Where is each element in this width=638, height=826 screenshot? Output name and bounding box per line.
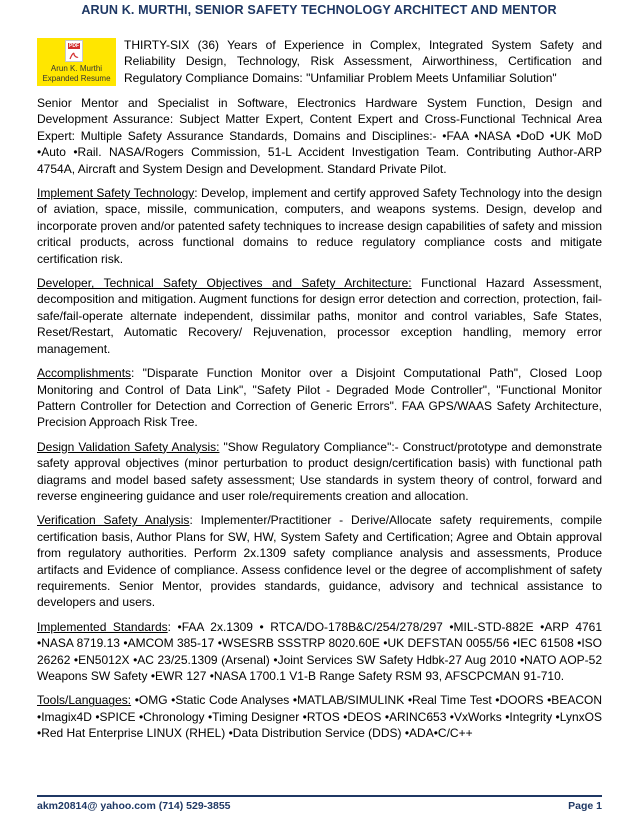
section-heading: Implemented Standards <box>37 619 168 634</box>
section-heading: Developer, Technical Safety Objectives and Safety Architecture: <box>37 276 412 291</box>
intro-paragraph: THIRTY-SIX (36) Years of Experience in Complex, Integrated System Safety and Reliability Design, Technology, Risk Assessment, Airworthiness, Certification and Regulatory Compliance Domains: "Unfamiliar Problem Meets Unfamiliar Solution" <box>124 38 602 85</box>
section-heading: Implement Safety Technology <box>37 186 195 201</box>
acrobat-swoosh-icon <box>69 51 79 60</box>
section-text: "Show Regulatory Compliance":- Construct/prototype and demonstrate safety approval objectives (minor perturbation to product design/certification basis) with functional path diagrams and model based safety assessment; Use standards in system theory of control, forward and reverse engineering guidance and user role/requirements creation and allocation. <box>37 439 603 503</box>
summary-paragraph: Senior Mentor and Specialist in Software, Electronics Hardware System Function, Design and Development Assurance: Subject Matter Expert, Content Expert and Cross-Functional Technical Area Expert: Multiple Safety Assurance Standards, Domains and Disciplines:- •FAA •NASA •DoD •UK MoD •Auto •Rail. NASA/Rogers Commission, 51-L Accident Investigation Team. Contributing Author-ARP 4754A, Aircraft and System Design and Development. Standard Private Pilot. <box>37 96 602 176</box>
section-text: "Disparate Function Monitor over a Disjoint Computational Path", Closed Loop Monitoring and Control of Data Link", "Safety Pilot - Degraded Mode Controller", "Functional Monitor Pattern Controller for Detection and Correction of Generic Errors". FAA GPS/WAAS Safety Architecture, Precision Approach Risk Tree. <box>37 366 602 430</box>
section-separator: : <box>131 366 143 381</box>
pdf-tag: PDF <box>69 43 79 49</box>
pdf-caption-line2: Expanded Resume <box>42 74 111 83</box>
page-number: Page 1 <box>568 800 602 812</box>
section-developer-safety-architecture <box>37 275 602 357</box>
section-separator: : <box>194 186 201 201</box>
section-separator: : <box>167 619 178 634</box>
pdf-attachment[interactable] <box>37 38 116 86</box>
pdf-caption-line1: Arun K. Murthi <box>50 64 103 73</box>
section-text: Develop, implement and certify approved Safety Technology into the design of aviation, space, missile, communication, computers, and weapons systems. Design, develop and incorporate proven and/or patented safety techniques to increase design capabilities of safety and mission critical products, across functional domains to reduce regulatory compliance costs and mitigate certification risk. <box>37 186 603 266</box>
section-implemented-standards <box>37 619 602 685</box>
section-heading: Design Validation Safety Analysis: <box>37 439 220 454</box>
section-design-validation <box>37 439 602 505</box>
section-text: •FAA 2x.1309 • RTCA/DO-178B&C/254/278/297 •MIL-STD-882E •ARP 4761 •NASA 8719.13 •AMCOM 385-17 •WSESRB SSSTRP 8020.60E •UK DEFSTAN 0055/56 •IEC 61508 •ISO 26262 •EN5012X •AC 23/25.1309 (Arsenal) •Joint Services SW Safety Hdbk-27 Aug 2010 •NATO AOP-52 Weapons SW Safety •EWR 127 •NASA 1700.1 V1-B Range Safety RSM 93, AFSCPCMAN 91-710. <box>37 619 603 683</box>
section-heading: Tools/Languages: <box>37 693 132 708</box>
footer-contact: akm20814@ yahoo.com (714) 529-3855 <box>37 800 231 812</box>
section-implement-safety-technology <box>37 185 602 267</box>
section-text: •OMG •Static Code Analyses •MATLAB/SIMULINK •Real Time Test •DOORS •BEACON •Imagix4D •SPICE •Chronology •Timing Designer •RTOS •DEOS •ARINC653 •VxWorks •Integrity •LynxOS •Red Hat Enterprise LINUX (RHEL) •Data Distribution Service (DDS) •ADA•C/C++ <box>37 693 602 741</box>
section-separator: : <box>189 513 201 528</box>
section-text: Implementer/Practitioner - Derive/Allocate safety requirements, compile certification basis, Author Plans for SW, HW, System Safety and Certification; Agree and Obtain approval from regulatory authorities. Perform 2x.1309 safety compliance analysis and assessments, Produce artifacts and Evidence of compliance. Assess confidence level or the degree of accomplishment of safety requirements. Senior Mentor, provides standards, guidance, advisory and technical assistance to developers and users. <box>37 513 602 610</box>
section-text: Functional Hazard Assessment, decomposition and mitigation. Augment functions for design error detection and correction, protection, fail-safe/fail-operate alternate independent, dissimilar paths, monitor and control variables, Safe States, Reset/Restart, Automatic Recovery/ Rejuvenation, processor exception handling, memory error management. <box>37 276 602 356</box>
section-tools-languages <box>37 692 602 741</box>
section-heading: Accomplishments <box>37 366 132 381</box>
section-verification-analysis <box>37 512 602 610</box>
section-accomplishments <box>37 365 602 431</box>
footer-divider <box>37 795 602 797</box>
pdf-file-icon <box>65 40 83 62</box>
resume-body <box>37 95 602 750</box>
page-title: ARUN K. MURTHI, SENIOR SAFETY TECHNOLOGY ARCHITECT AND MENTOR <box>81 3 557 17</box>
section-heading: Verification Safety Analysis <box>37 513 190 528</box>
pdf-caption <box>37 64 116 84</box>
section-separator <box>412 276 421 290</box>
